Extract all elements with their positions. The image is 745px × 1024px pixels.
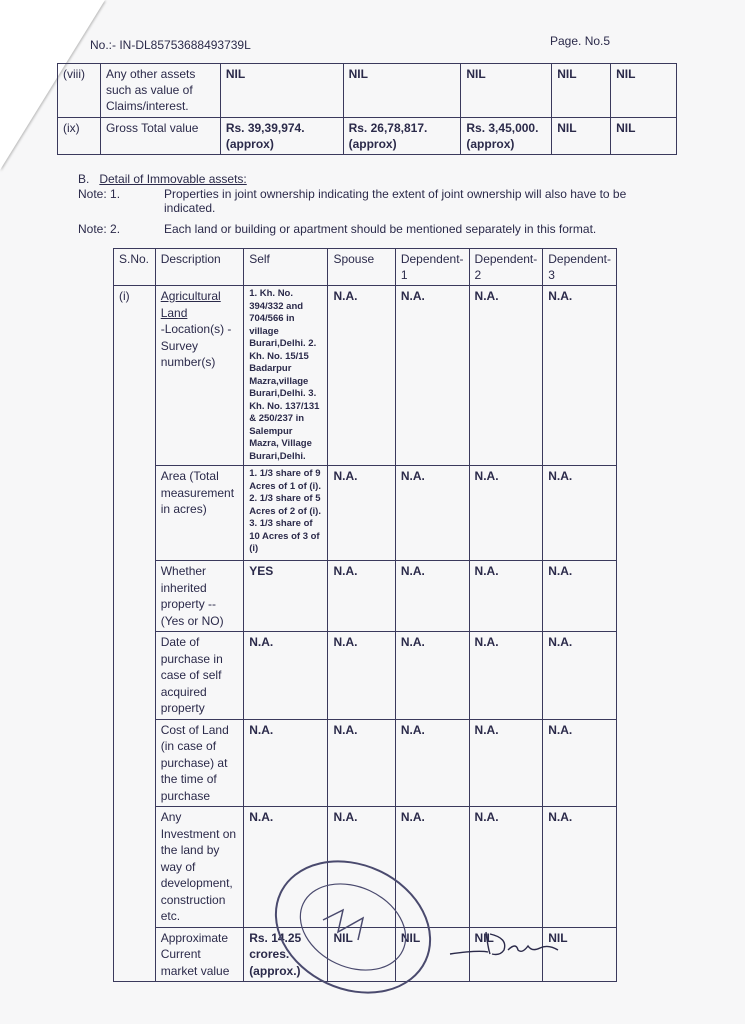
dependent-1-value: N.A. bbox=[395, 632, 469, 720]
dependent-3-value: N.A. bbox=[543, 466, 617, 561]
table-row bbox=[114, 286, 617, 466]
dependent-1-value: N.A. bbox=[395, 286, 469, 466]
spouse-value: N.A. bbox=[328, 466, 395, 561]
column-header: Spouse bbox=[328, 249, 395, 286]
spouse-value: N.A. bbox=[328, 632, 395, 720]
dependent-3-value: NIL bbox=[543, 927, 617, 982]
table-row bbox=[114, 719, 617, 807]
self-value: Rs. 14.25 crores. (approx.) bbox=[244, 927, 328, 982]
category-label: Agricultural Land bbox=[160, 289, 221, 320]
column-header: Description bbox=[155, 249, 243, 286]
dependent-2-value: N.A. bbox=[469, 719, 543, 807]
row-description: Cost of Land (in case of purchase) at the time of purchase bbox=[155, 719, 243, 807]
self-value: Rs. 39,39,974. (approx) bbox=[220, 118, 343, 155]
self-value: 1. 1/3 share of 9 Acres of 1 of (i). 2. 1/3 share of 5 Acres of 2 of (i). 3. 1/3 share of 10 Acres of 3 of (i) bbox=[244, 466, 328, 561]
self-value: 1. Kh. No. 394/332 and 704/566 in village Burari,Delhi. 2. Kh. No. 15/15 Badarpur Mazra,village Burari,Delhi. 3. Kh. No. 137/131 & 250/237 in Salempur Mazra, Village Burari,Delhi. bbox=[244, 286, 328, 466]
dependent-1-value: N.A. bbox=[395, 719, 469, 807]
table-row bbox=[58, 118, 677, 155]
column-header: Dependent-3 bbox=[543, 249, 617, 286]
note-text: Each land or building or apartment should be mentioned separately in this format. bbox=[164, 222, 597, 236]
self-value: N.A. bbox=[244, 632, 328, 720]
dependent-2-value: N.A. bbox=[469, 807, 543, 928]
spouse-value: N.A. bbox=[328, 807, 395, 928]
spouse-value: N.A. bbox=[328, 561, 395, 632]
note-2 bbox=[78, 222, 658, 238]
row-description: Any other assets such as value of Claims/interest. bbox=[100, 64, 220, 118]
section-title: Detail of Immovable assets: bbox=[99, 172, 247, 186]
dependent-2-value: N.A. bbox=[469, 286, 543, 466]
dependent-1-value: N.A. bbox=[395, 466, 469, 561]
page-number: Page. No.5 bbox=[550, 34, 611, 48]
row-description bbox=[155, 286, 243, 466]
row-number: (viii) bbox=[58, 64, 101, 118]
dependent-2-value: NIL bbox=[552, 118, 611, 155]
row-number: (i) bbox=[114, 286, 156, 982]
row-description: Gross Total value bbox=[100, 118, 220, 155]
spouse-value: NIL bbox=[328, 927, 395, 982]
oath-commissioner-seal bbox=[268, 860, 438, 995]
self-value: NIL bbox=[220, 64, 343, 118]
signature bbox=[448, 924, 568, 964]
assets-summary-table bbox=[57, 63, 677, 155]
spouse-value: N.A. bbox=[328, 286, 395, 466]
dependent-3-value: N.A. bbox=[543, 561, 617, 632]
row-description: Date of purchase in case of self acquired property bbox=[155, 632, 243, 720]
note-1 bbox=[78, 187, 658, 219]
row-description: Area (Total measurement in acres) bbox=[155, 466, 243, 561]
self-value: N.A. bbox=[244, 807, 328, 928]
table-row bbox=[114, 466, 617, 561]
document-reference-number: No.:- IN-DL85753688493739L bbox=[90, 38, 251, 52]
row-number: (ix) bbox=[58, 118, 101, 155]
self-value: YES bbox=[244, 561, 328, 632]
dependent-3-value: N.A. bbox=[543, 286, 617, 466]
spouse-value: Rs. 26,78,817. (approx) bbox=[343, 118, 461, 155]
column-header: S.No. bbox=[114, 249, 156, 286]
self-value: N.A. bbox=[244, 719, 328, 807]
row-description: Whether inherited property -- (Yes or NO) bbox=[155, 561, 243, 632]
dependent-1-value: Rs. 3,45,000. (approx) bbox=[461, 118, 552, 155]
dependent-1-value: NIL bbox=[395, 927, 469, 982]
column-header: Dependent-2 bbox=[469, 249, 543, 286]
dependent-1-value: N.A. bbox=[395, 807, 469, 928]
column-header: Self bbox=[244, 249, 328, 286]
note-label: Note: 1. bbox=[78, 187, 121, 201]
note-text: Properties in joint ownership indicating the extent of joint ownership will also have to be indicated. bbox=[164, 187, 627, 215]
dependent-2-value: NIL bbox=[552, 64, 611, 118]
dependent-3-value: NIL bbox=[611, 118, 677, 155]
table-row bbox=[114, 632, 617, 720]
dependent-3-value: NIL bbox=[611, 64, 677, 118]
row-description: Any Investment on the land by way of development, construction etc. bbox=[155, 807, 243, 928]
column-header: Dependent-1 bbox=[395, 249, 469, 286]
row-description: Approximate Current market value bbox=[155, 927, 243, 982]
dependent-2-value: NIL bbox=[469, 927, 543, 982]
dependent-2-value: N.A. bbox=[469, 561, 543, 632]
dependent-1-value: N.A. bbox=[395, 561, 469, 632]
dependent-1-value: NIL bbox=[461, 64, 552, 118]
dependent-2-value: N.A. bbox=[469, 466, 543, 561]
dependent-2-value: N.A. bbox=[469, 632, 543, 720]
table-row bbox=[58, 64, 677, 118]
spouse-value: N.A. bbox=[328, 719, 395, 807]
description-text: -Location(s) -Survey number(s) bbox=[160, 322, 232, 369]
spouse-value: NIL bbox=[343, 64, 461, 118]
section-label: B. bbox=[78, 172, 90, 186]
dependent-3-value: N.A. bbox=[543, 807, 617, 928]
table-row bbox=[114, 561, 617, 632]
dependent-3-value: N.A. bbox=[543, 632, 617, 720]
note-label: Note: 2. bbox=[78, 222, 121, 236]
section-b-heading bbox=[78, 172, 247, 186]
dependent-3-value: N.A. bbox=[543, 719, 617, 807]
table-header-row bbox=[114, 249, 617, 286]
